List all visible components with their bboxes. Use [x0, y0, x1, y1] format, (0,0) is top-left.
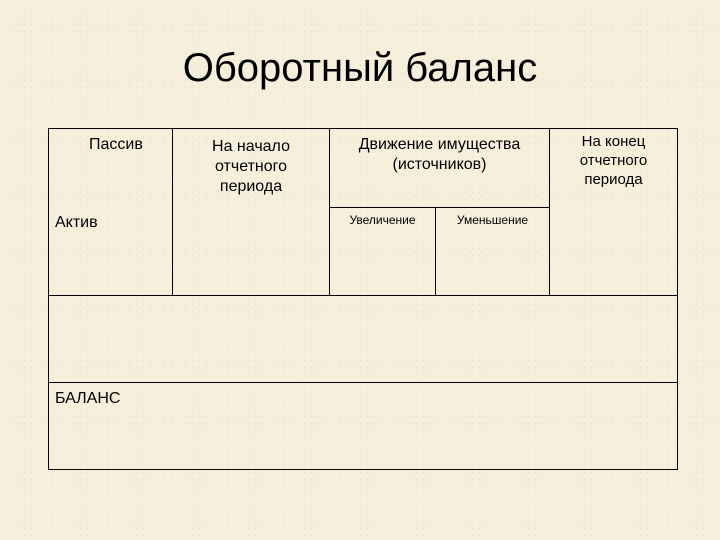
header-increase: Увеличение — [349, 213, 416, 227]
balance-row-label: БАЛАНС — [55, 390, 121, 407]
header-active: Актив — [55, 214, 98, 231]
header-start-line-3: периода — [219, 178, 283, 195]
header-movement-line-2: (источников) — [392, 156, 487, 173]
divider-row-2 — [49, 382, 677, 383]
header-end-line-3: периода — [584, 170, 643, 188]
header-end-period — [550, 133, 677, 189]
header-start-line-2: отчетного — [214, 158, 288, 175]
header-passive: Пассив — [89, 136, 143, 153]
header-end-line-2: отчетного — [579, 151, 648, 169]
header-start-line-1: На начало — [212, 138, 290, 155]
page-title: Оборотный баланс — [182, 46, 538, 90]
header-decrease: Уменьшение — [456, 213, 529, 227]
divider-movement-sub — [329, 207, 549, 208]
balance-table — [48, 128, 678, 470]
header-start-period — [173, 137, 329, 197]
header-movement-line-1: Движение имущества — [358, 136, 521, 153]
divider-header-left — [49, 295, 677, 296]
header-end-line-1: На конец — [581, 133, 646, 150]
header-movement — [330, 135, 549, 175]
